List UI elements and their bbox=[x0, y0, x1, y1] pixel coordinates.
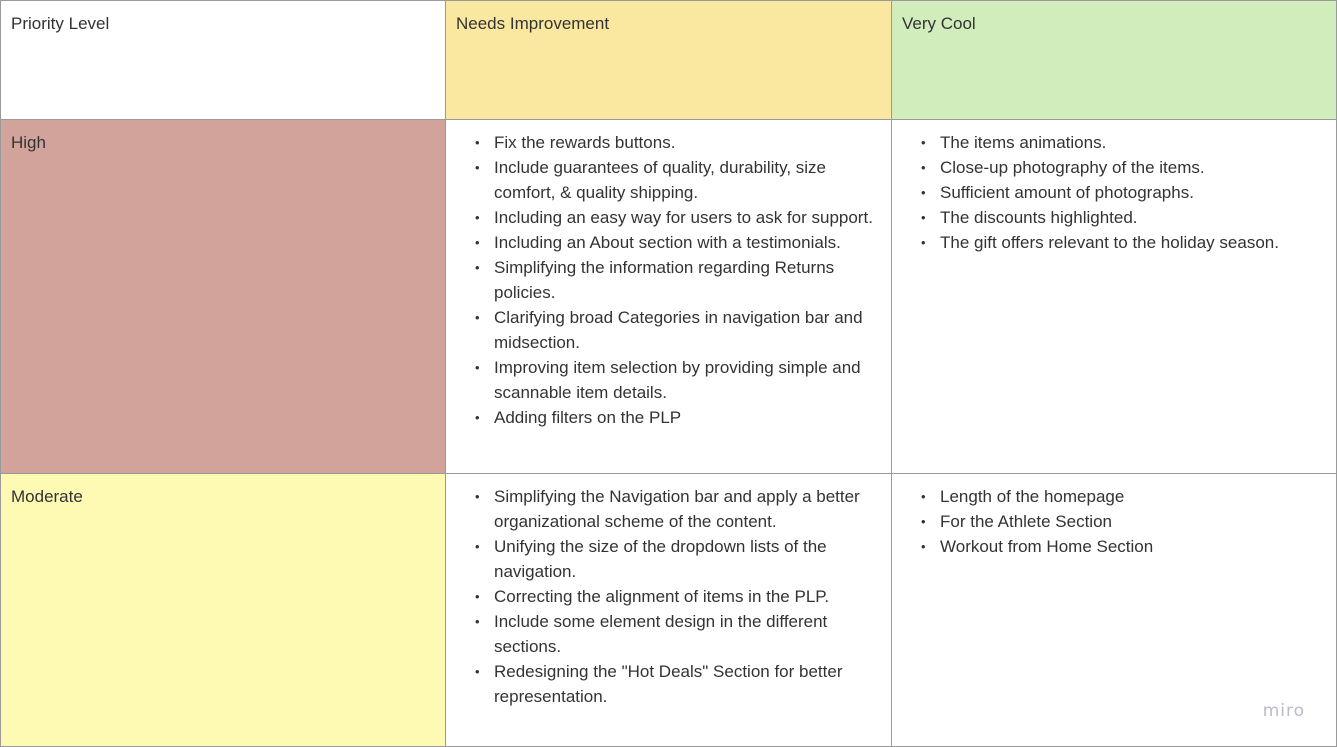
list-item: • Including an easy way for users to ask for support. bbox=[494, 205, 881, 230]
list-item: • The items animations. bbox=[940, 130, 1326, 155]
list-item: • Workout from Home Section bbox=[940, 534, 1326, 559]
header-needs-improvement[interactable] bbox=[446, 1, 892, 120]
high-needs-improvement-list bbox=[456, 130, 881, 430]
list-item: • The discounts highlighted. bbox=[940, 205, 1326, 230]
list-item: • Fix the rewards buttons. bbox=[494, 130, 881, 155]
list-item: • Including an About section with a testimonials. bbox=[494, 230, 881, 255]
moderate-needs-improvement-cell[interactable] bbox=[446, 474, 892, 746]
moderate-very-cool-list bbox=[902, 484, 1326, 559]
list-item: • Close-up photography of the items. bbox=[940, 155, 1326, 180]
list-item: • Unifying the size of the dropdown lists of the navigation. bbox=[494, 534, 881, 584]
list-item: • Simplifying the Navigation bar and apply a better organizational scheme of the content. bbox=[494, 484, 881, 534]
priority-table bbox=[1, 1, 1336, 746]
row-label-high[interactable] bbox=[1, 120, 446, 474]
header-very-cool[interactable] bbox=[892, 1, 1336, 120]
row-label-moderate[interactable] bbox=[1, 474, 446, 746]
list-item: • Correcting the alignment of items in the PLP. bbox=[494, 584, 881, 609]
list-item: • Include guarantees of quality, durability, size comfort, & quality shipping. bbox=[494, 155, 881, 205]
header-priority-level[interactable] bbox=[1, 1, 446, 120]
list-item: • Include some element design in the different sections. bbox=[494, 609, 881, 659]
list-item: • Adding filters on the PLP bbox=[494, 405, 881, 430]
list-item: • Redesigning the "Hot Deals" Section for better representation. bbox=[494, 659, 881, 709]
list-item: • Simplifying the information regarding Returns policies. bbox=[494, 255, 881, 305]
header-very-cool-label: Very Cool bbox=[902, 14, 976, 33]
header-priority-level-label: Priority Level bbox=[11, 14, 110, 33]
header-needs-improvement-label: Needs Improvement bbox=[456, 14, 610, 33]
list-item: • Improving item selection by providing simple and scannable item details. bbox=[494, 355, 881, 405]
list-item: • Sufficient amount of photographs. bbox=[940, 180, 1326, 205]
high-very-cool-cell[interactable] bbox=[892, 120, 1336, 474]
high-needs-improvement-cell[interactable] bbox=[446, 120, 892, 474]
miro-watermark-logo: miro bbox=[1262, 701, 1305, 721]
moderate-needs-improvement-list bbox=[456, 484, 881, 709]
list-item: • The gift offers relevant to the holiday season. bbox=[940, 230, 1326, 255]
row-label-moderate-text: Moderate bbox=[11, 487, 83, 506]
list-item: • For the Athlete Section bbox=[940, 509, 1326, 534]
list-item: • Length of the homepage bbox=[940, 484, 1326, 509]
high-very-cool-list bbox=[902, 130, 1326, 255]
list-item: • Clarifying broad Categories in navigation bar and midsection. bbox=[494, 305, 881, 355]
row-label-high-text: High bbox=[11, 133, 46, 152]
